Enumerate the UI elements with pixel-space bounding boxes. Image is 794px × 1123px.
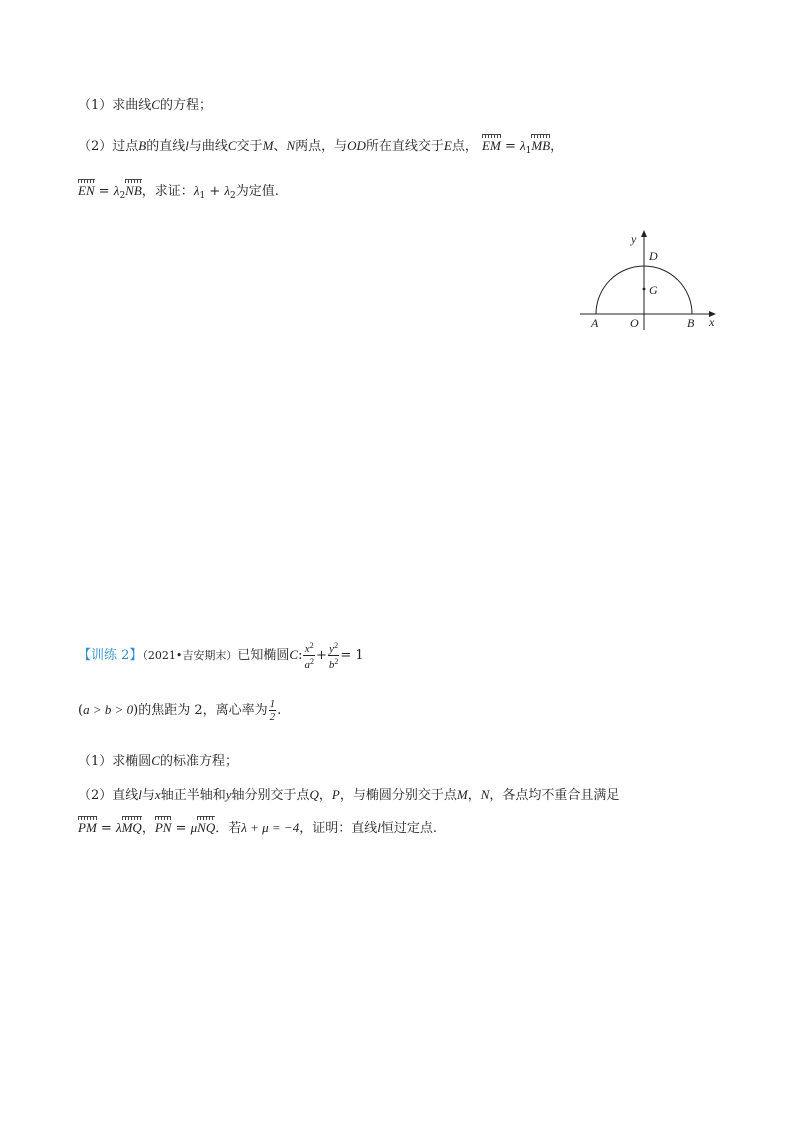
training-tag: 【训练 2】 (78, 648, 143, 663)
vector-PM: PM (78, 820, 97, 835)
fraction-x2-a2: $\frac{x^2}{a^2}$ (304, 641, 314, 671)
source-tag: （2021•吉安期末） (142, 649, 238, 662)
problem2-intro: 【训练 2】（2021•吉安期末）已知椭圆C: $\frac{x^2}{a^2}$ + $\frac{y^2}{b^2}$ = 1 (78, 641, 364, 671)
label-y: y (631, 232, 637, 246)
problem2-condition: (a > b > 0)的焦距为 2，离心率为 $\frac{1}{2}$ . (78, 698, 282, 723)
vector-NB: NB (125, 183, 142, 198)
label-O: O (630, 316, 639, 330)
fraction-y2-b2: $\frac{y^2}{b^2}$ (328, 641, 339, 671)
problem1-q2-line1: （2）过点B的直线l与曲线C交于M、N两点，与OD所在直线交于E点， EM = $\lambda_1MB$， (78, 138, 564, 156)
label-G: G (649, 283, 658, 297)
problem2-q2-line2: PM = λMQ，PN = μNQ．若λ + μ = −4，证明：直线l恒过定点. (78, 820, 437, 836)
point-G (643, 288, 646, 291)
vector-PN: PN (154, 820, 172, 835)
label-A: A (591, 316, 599, 330)
vector-EM: EM (482, 138, 501, 153)
vector-NQ: NQ (197, 820, 216, 835)
label-B: B (687, 316, 695, 330)
problem2-q1: （1）求椭圆C的标准方程； (78, 753, 238, 769)
vector-MB: MB (531, 138, 551, 153)
label-D: D (649, 249, 658, 263)
label-x: x (709, 315, 715, 329)
problem1-q2-line2: EN = $\lambda_2NB$，求证：$\lambda_1 + \lambda_2$为定值. (78, 183, 279, 201)
fraction-one-half: $\frac{1}{2}$ (269, 698, 276, 723)
problem2-q2-line1: （2）直线l与x轴正半轴和y轴分别交于点Q，P，与椭圆分别交于点M，N，各点均不重合且满足 (78, 787, 620, 803)
vector-EN: EN (78, 183, 95, 198)
vector-MQ: MQ (121, 820, 142, 835)
problem1-q1: （1）求曲线C的方程； (78, 97, 212, 113)
semicircle-figure (575, 225, 725, 340)
